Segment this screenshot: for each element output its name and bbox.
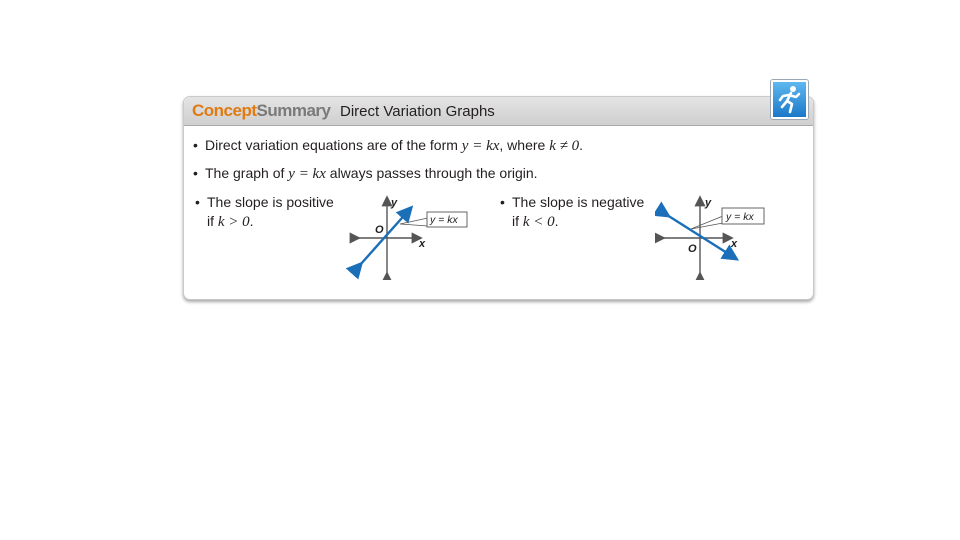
negative-slope-graph <box>655 192 785 280</box>
running-person-icon <box>771 80 808 119</box>
label-pointer <box>691 216 723 229</box>
origin-label: O <box>688 243 697 255</box>
bullet-slope-positive: • The slope is positive if k > 0. <box>195 194 334 230</box>
card-header <box>184 97 813 126</box>
label-pointer <box>400 218 428 226</box>
equation-label: y = kx <box>430 214 458 226</box>
y-axis-label: y <box>705 197 712 209</box>
bullet-slope-negative: • The slope is negative if k < 0. <box>500 194 645 230</box>
origin-label: O <box>375 224 384 236</box>
positive-slope-graph <box>340 192 475 280</box>
bullet-passes-origin: • The graph of y = kx always passes through the origin. <box>193 165 538 182</box>
direct-variation-line <box>360 209 410 265</box>
equation-label: y = kx <box>726 211 754 223</box>
bullet-direct-variation-form: • Direct variation equations are of the form y = kx, where k ≠ 0. <box>193 137 583 154</box>
y-axis-label: y <box>391 197 398 209</box>
x-axis-label: x <box>731 238 738 250</box>
x-axis-label: x <box>419 238 426 250</box>
card-title: Direct Variation Graphs <box>340 103 495 120</box>
concept-summary-logo: ConceptSummary <box>192 101 331 120</box>
